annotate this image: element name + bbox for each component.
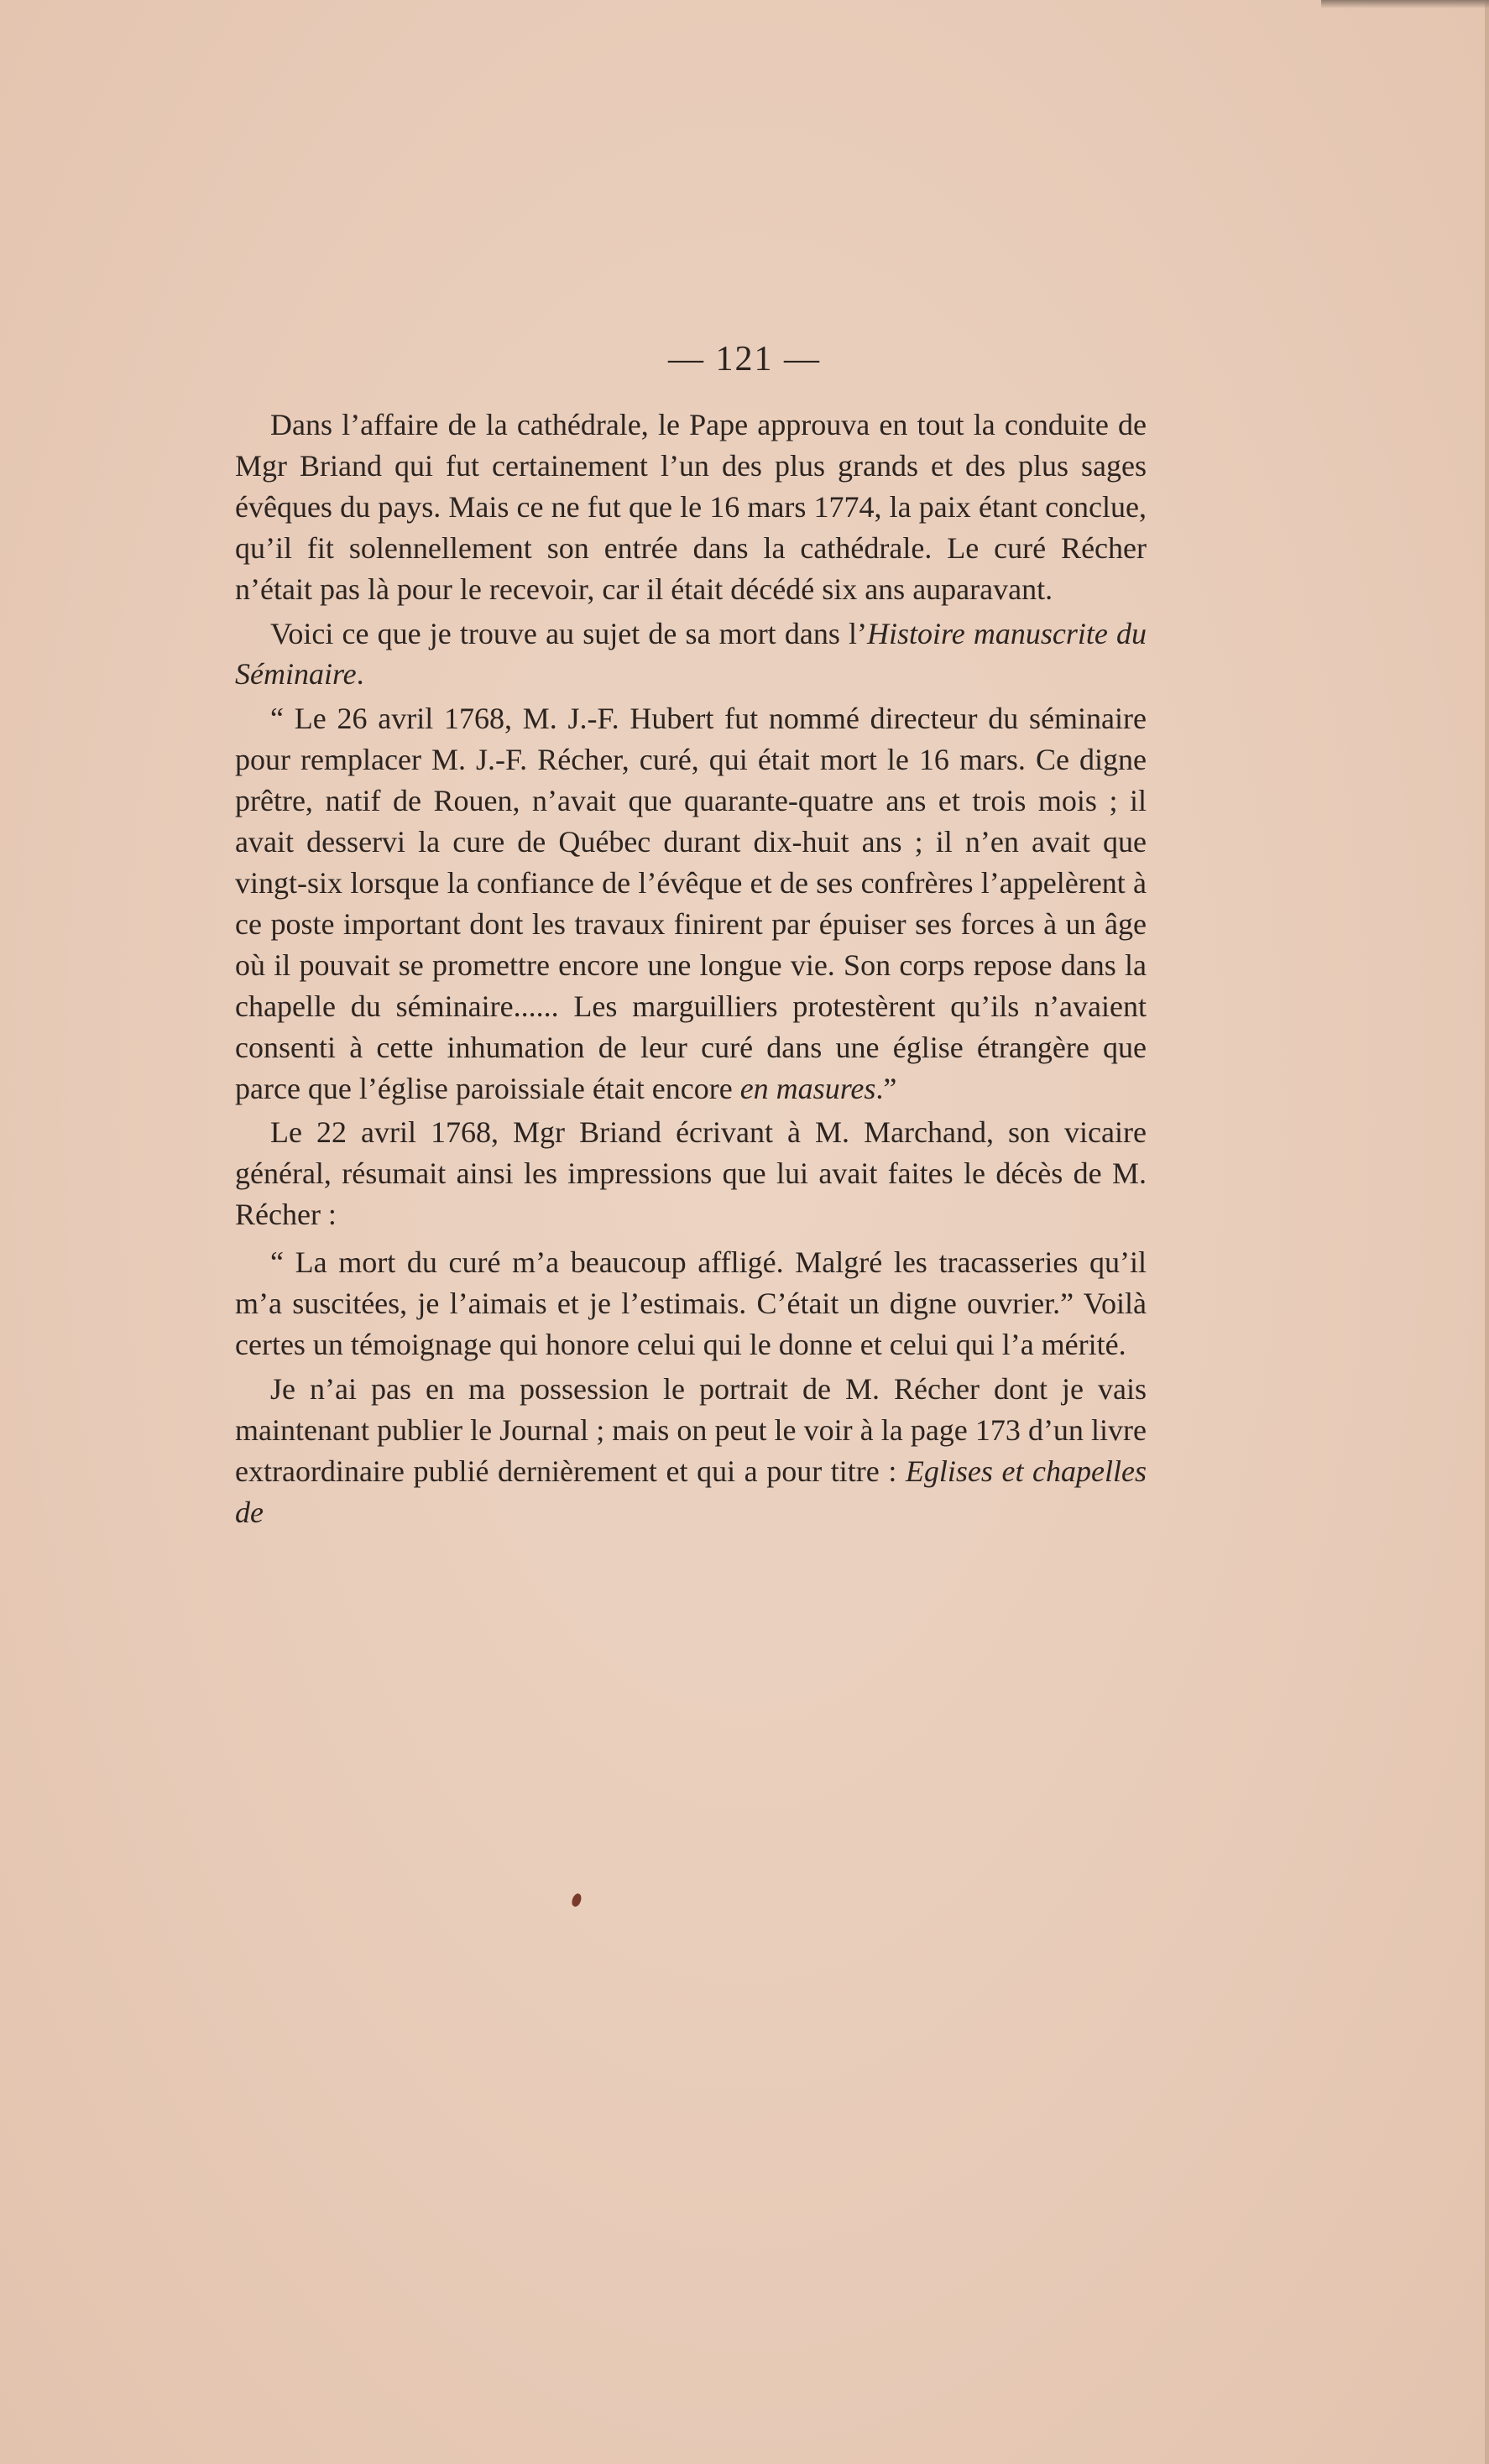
book-title-italic: Histoire manuscrite du Séminaire [235, 616, 1147, 692]
paragraph-text: . [356, 657, 364, 692]
paragraph-text: “ Le 26 avril 1768, M. J.-F. Hubert fut nommé directeur du séminaire pour remplacer M. J.-F. Récher, curé, qui était mort le 16 mars. Ce digne prêtre, natif de Rouen, n’avait que quarante-quatre ans et trois mois ; il avait desservi la cure de Québec durant dix-huit ans ; il n’en avait que vingt-six lorsque la confiance de l’évêque et de ses confrères l’appelèrent à ce poste important dont les travaux finirent par épuiser ses forces à un âge où il pouvait se promettre encore une longue vie. Son corps repose dans la chapelle du séminaire...... Les marguilliers protestèrent qu’ils n’avaient consenti à cette inhumation de leur curé dans une église étrangère que parce que l’église paroissiale était encore [235, 702, 1147, 1105]
paragraph-text: Je n’ai pas en ma possession le portrait de M. Récher dont je vais maintenant publier le Journal ; mais on peut le voir à la page 173 d’un livre extraordinaire publié dernièrement et qui a pour titre : [235, 1371, 1147, 1488]
paragraph-text: Le 22 avril 1768, Mgr Briand écrivant à M. Marchand, son vicaire général, résumait ainsi les impressions que lui avait faites le décès de M. Récher : [235, 1115, 1147, 1232]
italic-phrase: en masures [739, 1071, 876, 1105]
paragraph-text: Voici ce que je trouve au sujet de sa mort dans l’ [270, 616, 867, 650]
ink-speck [571, 1892, 583, 1908]
paragraph-histoire-intro [235, 613, 1147, 696]
page-number: — 121 — [668, 340, 821, 378]
book-title-italic: Eglises et chapelles de [235, 1454, 1147, 1529]
paragraph-seminary-quote [235, 698, 1147, 1109]
paragraph-portrait [235, 1369, 1147, 1533]
scan-edge-mark [1321, 0, 1489, 8]
paragraph-text: “ La mort du curé m’a beaucoup affligé. Malgré les tracasseries qu’il m’a suscitées, je l’aimais et je l’estimais. C’était un digne ouvrier.” Voilà certes un témoignage qui honore celui qui le donne et celui qui l’a mérité. [235, 1245, 1147, 1361]
paragraph-briand-quote [235, 1242, 1147, 1365]
paragraph-briand-letter [235, 1112, 1147, 1235]
paragraph-cathedral-affair [235, 405, 1147, 610]
body-text [235, 405, 1147, 1536]
paragraph-text: Dans l’affaire de la cathédrale, le Pape approuva en tout la conduite de Mgr Briand qui fut certainement l’un des plus grands et des plus sages évêques du pays. Mais ce ne fut que le 16 mars 1774, la paix étant conclue, qu’il fit solennellement son entrée dans la cathédrale. Le curé Récher n’était pas là pour le recevoir, car il était décédé six ans auparavant. [235, 408, 1147, 606]
paragraph-text: .” [875, 1071, 897, 1105]
